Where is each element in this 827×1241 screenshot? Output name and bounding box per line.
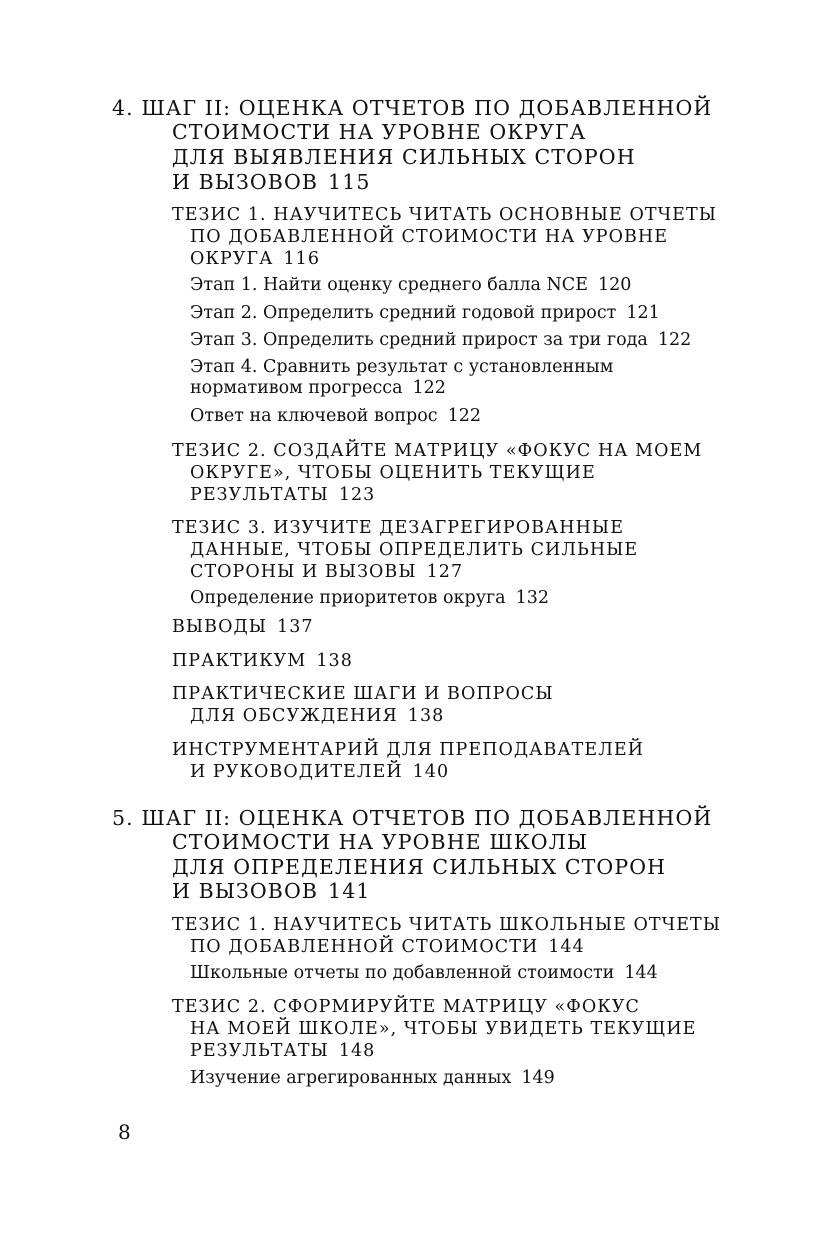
ch5-thesis-1-line-2: ПО ДОБАВЛЕННОЙ СТОИМОСТИ 144: [190, 937, 585, 957]
page-number: 115: [328, 170, 371, 194]
practicum-entry: ПРАКТИКУМ 138: [172, 651, 353, 671]
chapter-4-title-line-1: 4. ШАГ II: ОЦЕНКА ОТЧЕТОВ ПО ДОБАВЛЕННОЙ: [112, 96, 713, 120]
thesis-3-line-3: СТОРОНЫ И ВЫЗОВЫ 127: [190, 562, 464, 582]
chapter-4-title-line-3: ДЛЯ ВЫЯВЛЕНИЯ СИЛЬНЫХ СТОРОН: [172, 145, 636, 169]
page-number: 123: [338, 485, 376, 505]
conclusions-entry: ВЫВОДЫ 137: [172, 617, 314, 637]
page-number: 138: [407, 706, 445, 726]
ch5-thesis-2-line-2: НА МОЕЙ ШКОЛЕ», ЧТОБЫ УВИДЕТЬ ТЕКУЩИЕ: [190, 1019, 697, 1039]
page-number: 122: [412, 378, 446, 398]
page-number: 122: [657, 330, 692, 350]
page-number: 144: [624, 963, 658, 983]
page-number: 140: [412, 762, 450, 782]
page-number: 138: [316, 651, 353, 671]
thesis-1-line-1: ТЕЗИС 1. НАУЧИТЕСЬ ЧИТАТЬ ОСНОВНЫЕ ОТЧЕТЫ: [172, 205, 717, 225]
thesis-2-line-2: ОКРУГЕ», ЧТОБЫ ОЦЕНИТЬ ТЕКУЩИЕ: [190, 463, 596, 483]
thesis-3-line-2: ДАННЫЕ, ЧТОБЫ ОПРЕДЕЛИТЬ СИЛЬНЫЕ: [190, 540, 639, 560]
stage-1-entry: Этап 1. Найти оценку среднего балла NCE 120: [190, 275, 632, 295]
thesis-3-line-1: ТЕЗИС 3. ИЗУЧИТЕ ДЕЗАГРЕГИРОВАННЫЕ: [172, 518, 625, 538]
chapter-5-title-line-2: СТОИМОСТИ НА УРОВНЕ ШКОЛЫ: [172, 830, 589, 854]
chapter-5-title-line-1: 5. ШАГ II: ОЦЕНКА ОТЧЕТОВ ПО ДОБАВЛЕННОЙ: [112, 806, 713, 830]
page-number: 144: [548, 937, 585, 957]
practical-steps-line-1: ПРАКТИЧЕСКИЕ ШАГИ И ВОПРОСЫ: [172, 684, 554, 704]
stage-4-line-2: нормативом прогресса 122: [190, 378, 446, 398]
page-number: 137: [277, 617, 314, 637]
stage-2-entry: Этап 2. Определить средний годовой прирост 121: [190, 303, 660, 323]
ch5-thesis-2-line-3: РЕЗУЛЬТАТЫ 148: [190, 1041, 376, 1061]
key-question-entry: Ответ на ключевой вопрос 122: [190, 406, 481, 426]
ch5-thesis-2-line-1: ТЕЗИС 2. СФОРМИРУЙТЕ МАТРИЦУ «ФОКУС: [172, 997, 640, 1017]
page-number: 127: [426, 562, 464, 582]
page-folio: 8: [118, 1120, 131, 1144]
chapter-4-title-line-2: СТОИМОСТИ НА УРОВНЕ ОКРУГА: [172, 120, 587, 144]
practical-steps-line-2: ДЛЯ ОБСУЖДЕНИЯ 138: [190, 706, 445, 726]
chapter-5-title-line-3: ДЛЯ ОПРЕДЕЛЕНИЯ СИЛЬНЫХ СТОРОН: [172, 855, 667, 879]
thesis-2-line-3: РЕЗУЛЬТАТЫ 123: [190, 485, 376, 505]
thesis-1-line-2: ПО ДОБАВЛЕННОЙ СТОИМОСТИ НА УРОВНЕ: [190, 227, 669, 247]
ch5-thesis-1-line-1: ТЕЗИС 1. НАУЧИТЕСЬ ЧИТАТЬ ШКОЛЬНЫЕ ОТЧЕТЫ: [172, 915, 722, 935]
district-priorities-entry: Определение приоритетов округа 132: [190, 588, 550, 608]
page-number: 148: [338, 1041, 376, 1061]
stage-4-line-1: Этап 4. Сравнить результат с установленным: [190, 357, 614, 377]
toolkit-line-2: И РУКОВОДИТЕЛЕЙ 140: [190, 762, 450, 782]
page-number: 149: [521, 1068, 555, 1088]
page-number: 132: [515, 588, 550, 608]
chapter-4-title-line-4: И ВЫЗОВОВ 115: [172, 170, 371, 194]
page-number: 122: [447, 406, 481, 426]
stage-3-entry: Этап 3. Определить средний прирост за три года 122: [190, 330, 692, 350]
chapter-5-title-line-4: И ВЫЗОВОВ 141: [172, 879, 371, 903]
aggregated-data-entry: Изучение агрегированных данных 149: [190, 1068, 555, 1088]
page-number: 121: [626, 303, 660, 323]
page-number: 141: [328, 879, 371, 903]
school-reports-entry: Школьные отчеты по добавленной стоимости 144: [190, 963, 658, 983]
toolkit-line-1: ИНСТРУМЕНТАРИЙ ДЛЯ ПРЕПОДАВАТЕЛЕЙ: [172, 740, 645, 760]
page-number: 120: [597, 275, 632, 295]
page-number: 116: [283, 249, 321, 269]
thesis-1-line-3: ОКРУГА 116: [190, 249, 321, 269]
thesis-2-line-1: ТЕЗИС 2. СОЗДАЙТЕ МАТРИЦУ «ФОКУС НА МОЕМ: [172, 441, 703, 461]
